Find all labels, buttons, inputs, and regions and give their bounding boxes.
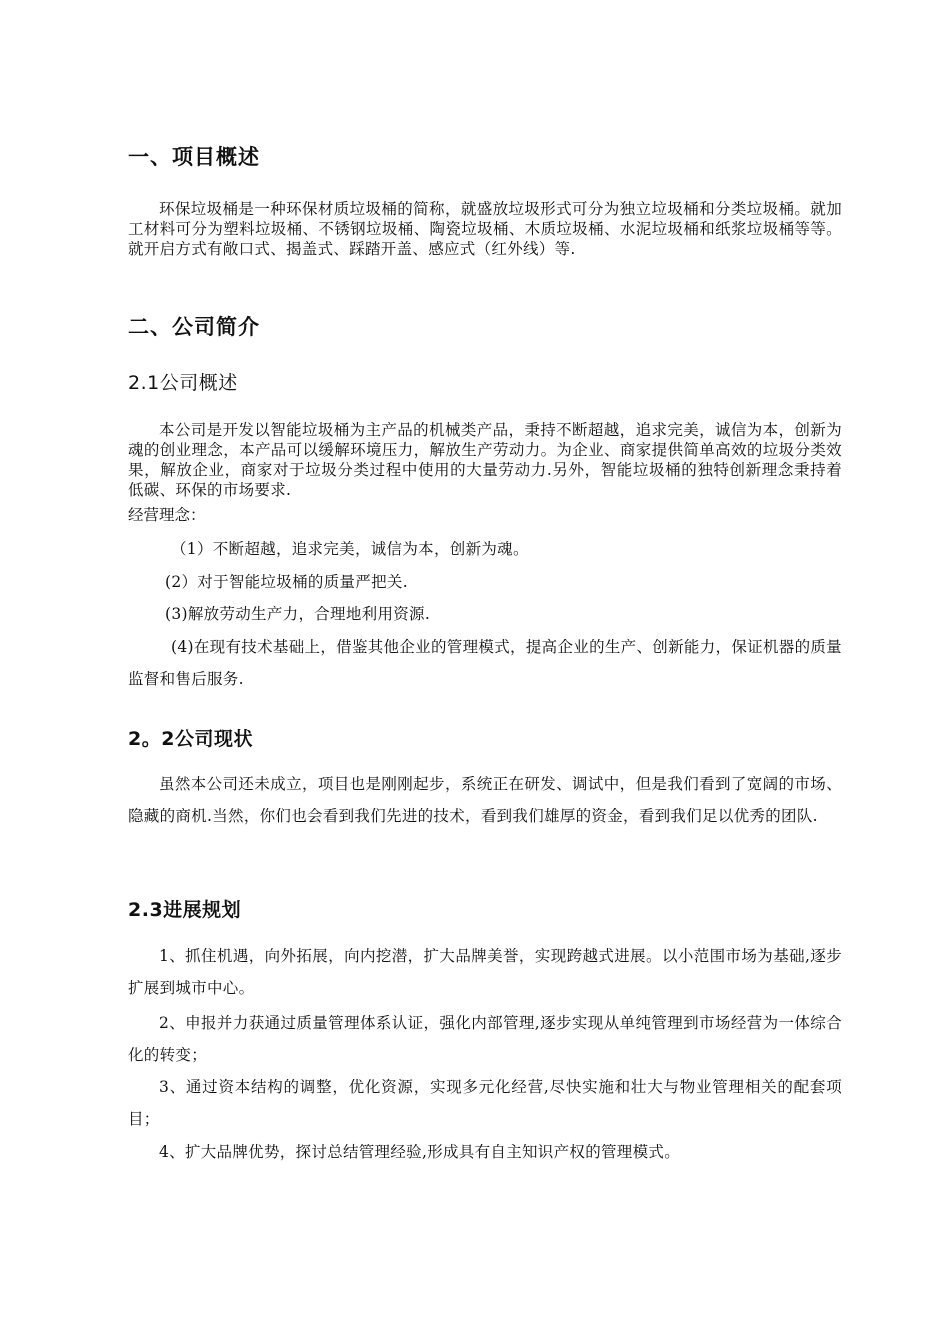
subsection-2-3-heading: 2.3进展规划 bbox=[128, 899, 242, 921]
section-1-heading: 一、项目概述 bbox=[128, 145, 260, 169]
section-2-heading: 二、公司简介 bbox=[128, 315, 260, 339]
plan-item-4: 4、扩大品牌优势，探讨总结管理经验,形成具有自主知识产权的管理模式。 bbox=[159, 1143, 680, 1161]
plan-item-3: 3、通过资本结构的调整，优化资源，实现多元化经营,尽快实施和壮大与物业管理相关的配套项目； bbox=[128, 1078, 842, 1128]
plan-item-1: 1、抓住机遇，向外拓展，向内挖潜，扩大品牌美誉，实现跨越式进展。以小范围市场为基础,逐步扩展到城市中心。 bbox=[128, 947, 842, 997]
section-1-body: 环保垃圾桶是一种环保材质垃圾桶的简称，就盛放垃圾形式可分为独立垃圾桶和分类垃圾桶。就加工材料可分为塑料垃圾桶、不锈钢垃圾桶、陶瓷垃圾桶、木质垃圾桶、水泥垃圾桶和纸浆垃圾桶等等。就开启方式有敞口式、揭盖式、踩踏开盖、感应式（红外线）等. bbox=[128, 200, 842, 258]
subsection-2-2-heading: 2。2公司现状 bbox=[128, 728, 253, 750]
philosophy-label: 经营理念： bbox=[128, 506, 206, 524]
philosophy-item-3: (3)解放劳动生产力，合理地利用资源. bbox=[165, 605, 431, 623]
subsection-2-2-body: 虽然本公司还未成立，项目也是刚刚起步，系统正在研发、调试中，但是我们看到了宽阔的市场、隐藏的商机.当然，你们也会看到我们先进的技术，看到我们雄厚的资金，看到我们足以优秀的团队. bbox=[128, 775, 842, 825]
philosophy-item-2: (2）对于智能垃圾桶的质量严把关. bbox=[165, 573, 408, 591]
plan-item-2: 2、申报并力获通过质量管理体系认证，强化内部管理,逐步实现从单纯管理到市场经营为一体综合化的转变； bbox=[128, 1014, 842, 1064]
subsection-2-1-body: 本公司是开发以智能垃圾桶为主产品的机械类产品，秉持不断超越，追求完美，诚信为本，创新为魂的创业理念，本产品可以缓解环境压力，解放生产劳动力。为企业、商家提供简单高效的垃圾分类效果，解放企业，商家对于垃圾分类过程中使用的大量劳动力.另外，智能垃圾桶的独特创新理念秉持着低碳、环保的市场要求. bbox=[128, 421, 842, 499]
philosophy-item-1: （1）不断超越，追求完美，诚信为本，创新为魂。 bbox=[171, 540, 529, 558]
philosophy-item-4: (4)在现有技术基础上，借鉴其他企业的管理模式，提高企业的生产、创新能力，保证机器的质量监督和售后服务. bbox=[128, 638, 842, 688]
subsection-2-1-heading: 2.1公司概述 bbox=[128, 372, 238, 394]
